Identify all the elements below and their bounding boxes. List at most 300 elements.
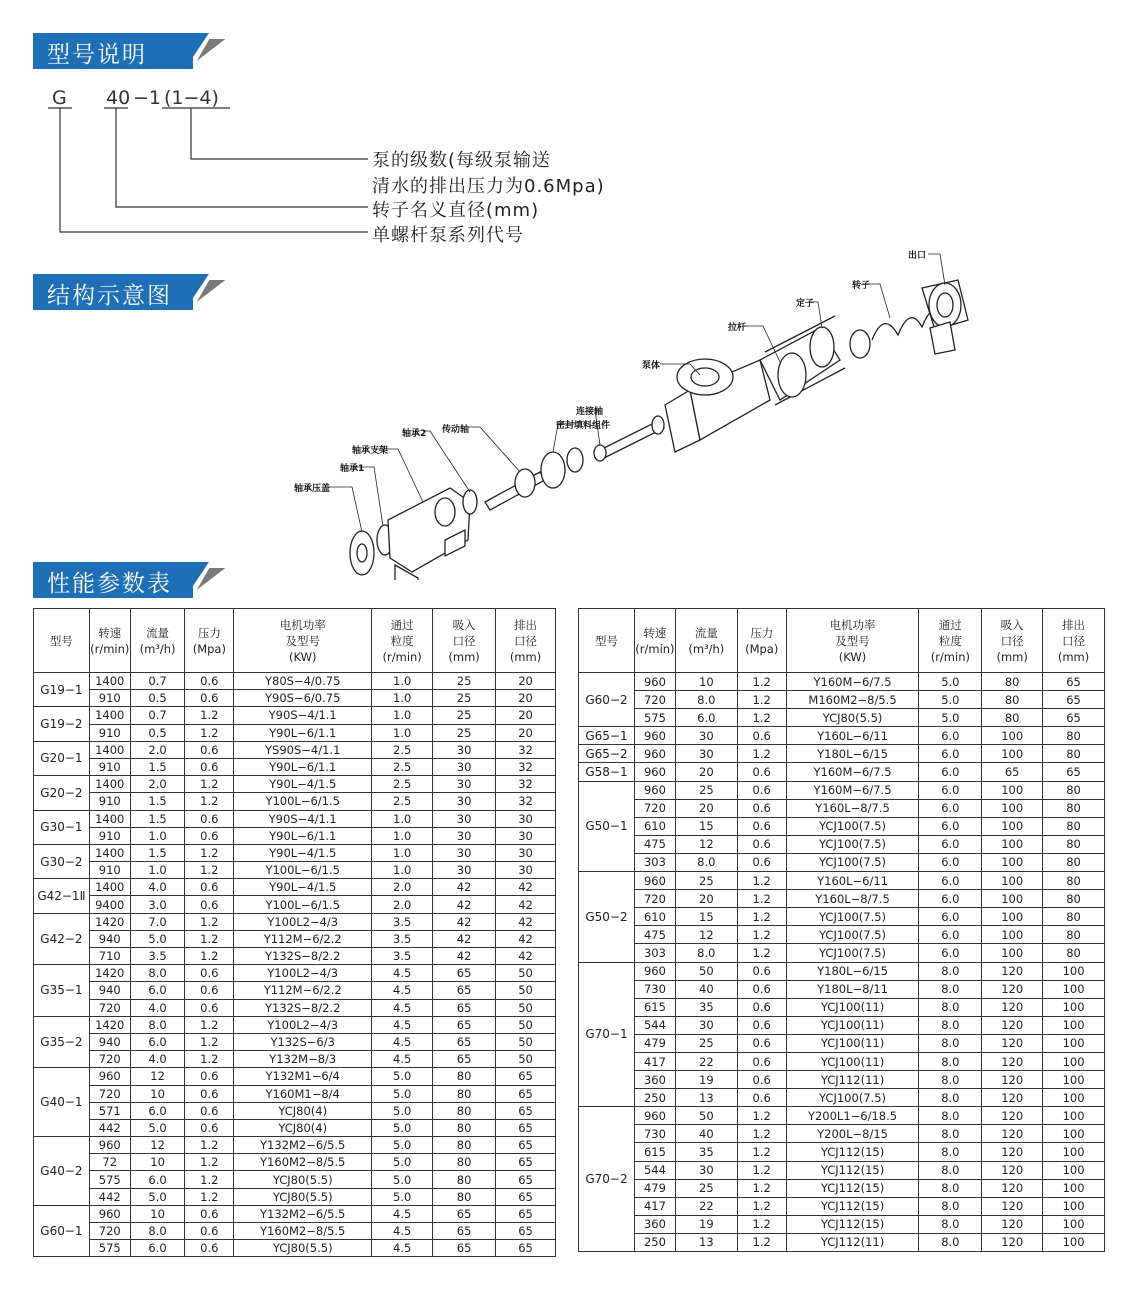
particle-cell: 8.0 bbox=[919, 1071, 982, 1089]
speed-cell: 720 bbox=[89, 999, 130, 1016]
pressure-cell: 0.6 bbox=[185, 1102, 234, 1119]
pressure-cell: 0.6 bbox=[737, 1071, 786, 1089]
discharge-cell: 32 bbox=[496, 776, 556, 793]
flow-cell: 1.5 bbox=[130, 810, 185, 827]
motor-cell: Y90L−4/1.5 bbox=[234, 844, 372, 861]
discharge-cell: 65 bbox=[1043, 673, 1105, 691]
discharge-cell: 100 bbox=[1043, 980, 1105, 998]
motor-cell: Y90S−4/1.1 bbox=[234, 707, 372, 724]
section-title: 性能参数表 bbox=[47, 571, 172, 597]
speed-cell: 720 bbox=[634, 799, 675, 817]
label-stator: 定子 bbox=[796, 299, 815, 309]
speed-cell: 910 bbox=[89, 862, 130, 879]
suction-cell: 30 bbox=[433, 810, 496, 827]
motor-cell: Y160L−6/11 bbox=[786, 872, 919, 890]
pressure-cell: 0.6 bbox=[185, 879, 234, 896]
table-row bbox=[34, 741, 556, 758]
table-header-row bbox=[579, 609, 1105, 673]
model-code-g: G bbox=[52, 87, 67, 109]
flow-cell: 8.0 bbox=[130, 965, 185, 982]
speed-cell: 710 bbox=[89, 948, 130, 965]
speed-cell: 960 bbox=[634, 962, 675, 980]
flow-cell: 20 bbox=[675, 763, 737, 781]
discharge-cell: 100 bbox=[1043, 962, 1105, 980]
motor-cell: YCJ80(5.5) bbox=[234, 1171, 372, 1188]
table-row bbox=[579, 980, 1105, 998]
speed-cell: 442 bbox=[89, 1188, 130, 1205]
model-cell: G60−1 bbox=[34, 1205, 90, 1257]
motor-cell: YCJ100(11) bbox=[786, 998, 919, 1016]
discharge-cell: 65 bbox=[496, 1068, 556, 1085]
speed-cell: 250 bbox=[634, 1089, 675, 1107]
discharge-cell: 80 bbox=[1043, 872, 1105, 890]
flow-cell: 12 bbox=[675, 835, 737, 853]
discharge-cell: 50 bbox=[496, 1051, 556, 1068]
table-row bbox=[579, 1125, 1105, 1143]
pressure-cell: 1.2 bbox=[185, 844, 234, 861]
speed-cell: 1400 bbox=[89, 776, 130, 793]
suction-cell: 100 bbox=[982, 890, 1043, 908]
flow-cell: 25 bbox=[675, 1179, 737, 1197]
section-header-performance bbox=[33, 562, 208, 598]
suction-cell: 65 bbox=[433, 999, 496, 1016]
discharge-cell: 100 bbox=[1043, 1233, 1105, 1251]
motor-cell: YCJ112(11) bbox=[786, 1233, 919, 1251]
table-row bbox=[34, 1205, 556, 1222]
particle-cell: 2.0 bbox=[372, 879, 433, 896]
suction-cell: 42 bbox=[433, 930, 496, 947]
particle-cell: 4.5 bbox=[372, 1240, 433, 1257]
flow-cell: 12 bbox=[130, 1068, 185, 1085]
flow-cell: 5.0 bbox=[130, 930, 185, 947]
table-row bbox=[34, 879, 556, 896]
pressure-cell: 1.2 bbox=[737, 1107, 786, 1125]
pressure-cell: 0.6 bbox=[737, 980, 786, 998]
table-row bbox=[34, 1137, 556, 1154]
flow-cell: 40 bbox=[675, 980, 737, 998]
flow-cell: 25 bbox=[675, 872, 737, 890]
suction-cell: 42 bbox=[433, 879, 496, 896]
flow-cell: 12 bbox=[675, 926, 737, 944]
particle-cell: 2.5 bbox=[372, 776, 433, 793]
table-row bbox=[34, 673, 556, 690]
model-cell: G60−2 bbox=[579, 673, 635, 727]
model-cell: G20−1 bbox=[34, 741, 90, 775]
suction-cell: 80 bbox=[433, 1102, 496, 1119]
motor-cell: Y90L−6/1.1 bbox=[234, 724, 372, 741]
particle-cell: 8.0 bbox=[919, 980, 982, 998]
pressure-cell: 1.2 bbox=[737, 872, 786, 890]
table-row bbox=[34, 1188, 556, 1205]
suction-cell: 120 bbox=[982, 1089, 1043, 1107]
speed-cell: 475 bbox=[634, 926, 675, 944]
speed-cell: 250 bbox=[634, 1233, 675, 1251]
particle-cell: 1.0 bbox=[372, 707, 433, 724]
speed-cell: 417 bbox=[634, 1197, 675, 1215]
flow-cell: 6.0 bbox=[130, 982, 185, 999]
suction-cell: 120 bbox=[982, 1034, 1043, 1052]
suction-cell: 120 bbox=[982, 1071, 1043, 1089]
discharge-cell: 100 bbox=[1043, 1143, 1105, 1161]
suction-cell: 30 bbox=[433, 758, 496, 775]
flow-cell: 10 bbox=[130, 1085, 185, 1102]
model-code-diameter: 40 bbox=[106, 87, 131, 109]
particle-cell: 5.0 bbox=[372, 1068, 433, 1085]
discharge-cell: 42 bbox=[496, 913, 556, 930]
table-row bbox=[34, 776, 556, 793]
speed-cell: 1400 bbox=[89, 741, 130, 758]
speed-cell: 610 bbox=[634, 908, 675, 926]
discharge-cell: 65 bbox=[496, 1137, 556, 1154]
label-drive-shaft: 传动轴 bbox=[442, 425, 470, 435]
model-cell: G19−1 bbox=[34, 673, 90, 707]
pressure-cell: 0.6 bbox=[185, 810, 234, 827]
header-flow: 流量 (m³/h) bbox=[130, 609, 185, 673]
speed-cell: 960 bbox=[89, 1205, 130, 1222]
particle-cell: 8.0 bbox=[919, 1016, 982, 1034]
table-row bbox=[579, 1107, 1105, 1125]
discharge-cell: 80 bbox=[1043, 817, 1105, 835]
suction-cell: 100 bbox=[982, 853, 1043, 871]
discharge-cell: 80 bbox=[1043, 853, 1105, 871]
pressure-cell: 0.6 bbox=[185, 999, 234, 1016]
suction-cell: 42 bbox=[433, 913, 496, 930]
flow-cell: 35 bbox=[675, 998, 737, 1016]
table-row bbox=[34, 827, 556, 844]
suction-cell: 100 bbox=[982, 835, 1043, 853]
flow-cell: 1.5 bbox=[130, 758, 185, 775]
header-model: 型号 bbox=[34, 609, 90, 673]
discharge-cell: 30 bbox=[496, 862, 556, 879]
flow-cell: 30 bbox=[675, 1161, 737, 1179]
flow-cell: 3.5 bbox=[130, 948, 185, 965]
speed-cell: 72 bbox=[89, 1154, 130, 1171]
flow-cell: 8.0 bbox=[675, 944, 737, 962]
pressure-cell: 0.6 bbox=[185, 896, 234, 913]
motor-cell: Y100L−6/1.5 bbox=[234, 896, 372, 913]
particle-cell: 2.0 bbox=[372, 896, 433, 913]
discharge-cell: 30 bbox=[496, 810, 556, 827]
discharge-cell: 42 bbox=[496, 948, 556, 965]
suction-cell: 100 bbox=[982, 926, 1043, 944]
particle-cell: 8.0 bbox=[919, 1125, 982, 1143]
table-row bbox=[579, 962, 1105, 980]
table-row bbox=[579, 1034, 1105, 1052]
suction-cell: 100 bbox=[982, 727, 1043, 745]
particle-cell: 2.5 bbox=[372, 758, 433, 775]
motor-cell: Y112M−6/2.2 bbox=[234, 930, 372, 947]
particle-cell: 8.0 bbox=[919, 1197, 982, 1215]
flow-cell: 25 bbox=[675, 781, 737, 799]
speed-cell: 960 bbox=[634, 1107, 675, 1125]
model-cell: G42−2 bbox=[34, 913, 90, 965]
discharge-cell: 20 bbox=[496, 707, 556, 724]
pressure-cell: 1.2 bbox=[185, 793, 234, 810]
suction-cell: 120 bbox=[982, 1125, 1043, 1143]
table-row bbox=[34, 896, 556, 913]
table-row bbox=[34, 1068, 556, 1085]
table-row bbox=[579, 1052, 1105, 1070]
motor-cell: Y180L−6/15 bbox=[786, 962, 919, 980]
motor-cell: Y90L−6/1.1 bbox=[234, 758, 372, 775]
table-row bbox=[579, 944, 1105, 962]
particle-cell: 8.0 bbox=[919, 1034, 982, 1052]
motor-cell: Y160M−6/7.5 bbox=[786, 763, 919, 781]
table-row bbox=[34, 707, 556, 724]
motor-cell: Y200L1−6/18.5 bbox=[786, 1107, 919, 1125]
flow-cell: 22 bbox=[675, 1052, 737, 1070]
motor-cell: Y160L−8/7.5 bbox=[786, 890, 919, 908]
speed-cell: 960 bbox=[89, 1068, 130, 1085]
pressure-cell: 1.2 bbox=[737, 1179, 786, 1197]
discharge-cell: 65 bbox=[1043, 709, 1105, 727]
motor-cell: YCJ100(11) bbox=[786, 1052, 919, 1070]
discharge-cell: 30 bbox=[496, 827, 556, 844]
motor-cell: Y180L−8/11 bbox=[786, 980, 919, 998]
motor-cell: YCJ100(7.5) bbox=[786, 853, 919, 871]
flow-cell: 6.0 bbox=[130, 1171, 185, 1188]
label-bearing-bracket: 轴承支架 bbox=[352, 446, 389, 456]
flow-cell: 7.0 bbox=[130, 913, 185, 930]
suction-cell: 30 bbox=[433, 827, 496, 844]
model-cell: G40−1 bbox=[34, 1068, 90, 1137]
particle-cell: 3.5 bbox=[372, 948, 433, 965]
flow-cell: 8.0 bbox=[675, 691, 737, 709]
suction-cell: 100 bbox=[982, 872, 1043, 890]
suction-cell: 65 bbox=[433, 965, 496, 982]
suction-cell: 100 bbox=[982, 944, 1043, 962]
flow-cell: 4.0 bbox=[130, 1051, 185, 1068]
discharge-cell: 80 bbox=[1043, 799, 1105, 817]
particle-cell: 1.0 bbox=[372, 673, 433, 690]
flow-cell: 6.0 bbox=[130, 1033, 185, 1050]
speed-cell: 960 bbox=[634, 763, 675, 781]
discharge-cell: 100 bbox=[1043, 1052, 1105, 1070]
particle-cell: 6.0 bbox=[919, 727, 982, 745]
particle-cell: 8.0 bbox=[919, 962, 982, 980]
speed-cell: 1400 bbox=[89, 707, 130, 724]
speed-cell: 960 bbox=[634, 781, 675, 799]
performance-table-left bbox=[33, 608, 556, 1257]
table-row bbox=[579, 872, 1105, 890]
speed-cell: 544 bbox=[634, 1161, 675, 1179]
speed-cell: 910 bbox=[89, 758, 130, 775]
particle-cell: 4.5 bbox=[372, 999, 433, 1016]
discharge-cell: 100 bbox=[1043, 1215, 1105, 1233]
flow-cell: 6.0 bbox=[130, 1102, 185, 1119]
model-cell: G50−1 bbox=[579, 781, 635, 871]
pressure-cell: 1.2 bbox=[737, 709, 786, 727]
pressure-cell: 1.2 bbox=[185, 1154, 234, 1171]
table-row bbox=[579, 817, 1105, 835]
motor-cell: Y160M2−8/5.5 bbox=[234, 1154, 372, 1171]
discharge-cell: 100 bbox=[1043, 1034, 1105, 1052]
header-particle: 通过 粒度 (r/min) bbox=[372, 609, 433, 673]
label-bearing1: 轴承1 bbox=[340, 464, 365, 474]
pressure-cell: 0.6 bbox=[737, 962, 786, 980]
particle-cell: 2.5 bbox=[372, 793, 433, 810]
suction-cell: 80 bbox=[433, 1119, 496, 1136]
flow-cell: 1.5 bbox=[130, 793, 185, 810]
motor-cell: Y160M2−8/5.5 bbox=[234, 1223, 372, 1240]
speed-cell: 610 bbox=[634, 817, 675, 835]
discharge-cell: 80 bbox=[1043, 908, 1105, 926]
pressure-cell: 1.2 bbox=[737, 1233, 786, 1251]
suction-cell: 80 bbox=[982, 673, 1043, 691]
speed-cell: 575 bbox=[89, 1240, 130, 1257]
header-suction: 吸入 口径 (mm) bbox=[433, 609, 496, 673]
discharge-cell: 100 bbox=[1043, 1125, 1105, 1143]
speed-cell: 544 bbox=[634, 1016, 675, 1034]
table-header-row bbox=[34, 609, 556, 673]
label-seal-packing: 密封填料组件 bbox=[556, 421, 611, 431]
pressure-cell: 1.2 bbox=[185, 862, 234, 879]
table-row bbox=[579, 890, 1105, 908]
particle-cell: 8.0 bbox=[919, 1161, 982, 1179]
particle-cell: 5.0 bbox=[919, 673, 982, 691]
pressure-cell: 0.6 bbox=[737, 998, 786, 1016]
pressure-cell: 0.6 bbox=[185, 673, 234, 690]
particle-cell: 4.5 bbox=[372, 982, 433, 999]
model-cell: G65−2 bbox=[579, 745, 635, 763]
particle-cell: 4.5 bbox=[372, 1033, 433, 1050]
speed-cell: 940 bbox=[89, 1033, 130, 1050]
discharge-cell: 80 bbox=[1043, 835, 1105, 853]
pressure-cell: 1.2 bbox=[185, 776, 234, 793]
motor-cell: Y200L−8/15 bbox=[786, 1125, 919, 1143]
particle-cell: 6.0 bbox=[919, 817, 982, 835]
particle-cell: 3.5 bbox=[372, 930, 433, 947]
flow-cell: 4.0 bbox=[130, 879, 185, 896]
pressure-cell: 1.2 bbox=[737, 926, 786, 944]
particle-cell: 5.0 bbox=[372, 1085, 433, 1102]
discharge-cell: 65 bbox=[496, 1085, 556, 1102]
flow-cell: 10 bbox=[675, 673, 737, 691]
discharge-cell: 80 bbox=[1043, 944, 1105, 962]
motor-cell: Y100L2−4/3 bbox=[234, 965, 372, 982]
header-flow: 流量 (m³/h) bbox=[675, 609, 737, 673]
flow-cell: 15 bbox=[675, 817, 737, 835]
pressure-cell: 0.6 bbox=[185, 1223, 234, 1240]
flow-cell: 2.0 bbox=[130, 741, 185, 758]
suction-cell: 80 bbox=[982, 691, 1043, 709]
speed-cell: 303 bbox=[634, 853, 675, 871]
motor-cell: Y180L−6/15 bbox=[786, 745, 919, 763]
flow-cell: 30 bbox=[675, 727, 737, 745]
model-code-dash: −1 bbox=[133, 87, 162, 109]
motor-cell: Y132S−8/2.2 bbox=[234, 948, 372, 965]
pressure-cell: 1.2 bbox=[737, 944, 786, 962]
speed-cell: 1420 bbox=[89, 913, 130, 930]
discharge-cell: 80 bbox=[1043, 745, 1105, 763]
suction-cell: 120 bbox=[982, 1197, 1043, 1215]
speed-cell: 960 bbox=[634, 673, 675, 691]
motor-cell: Y100L−6/1.5 bbox=[234, 862, 372, 879]
suction-cell: 120 bbox=[982, 1161, 1043, 1179]
motor-cell: Y132M−8/3 bbox=[234, 1051, 372, 1068]
flow-cell: 20 bbox=[675, 799, 737, 817]
particle-cell: 1.0 bbox=[372, 724, 433, 741]
discharge-cell: 65 bbox=[496, 1154, 556, 1171]
speed-cell: 575 bbox=[89, 1171, 130, 1188]
speed-cell: 910 bbox=[89, 827, 130, 844]
flow-cell: 6.0 bbox=[130, 1240, 185, 1257]
pressure-cell: 1.2 bbox=[737, 691, 786, 709]
flow-cell: 8.0 bbox=[675, 853, 737, 871]
pressure-cell: 1.2 bbox=[737, 1197, 786, 1215]
motor-cell: Y160M1−8/4 bbox=[234, 1085, 372, 1102]
pressure-cell: 0.6 bbox=[737, 1052, 786, 1070]
pressure-cell: 0.6 bbox=[185, 1119, 234, 1136]
motor-cell: Y160M−6/7.5 bbox=[786, 673, 919, 691]
pressure-cell: 0.6 bbox=[737, 799, 786, 817]
label-tie-rod: 拉杆 bbox=[728, 323, 747, 333]
motor-cell: Y90L−4/1.5 bbox=[234, 879, 372, 896]
discharge-cell: 50 bbox=[496, 1033, 556, 1050]
suction-cell: 30 bbox=[433, 862, 496, 879]
motor-cell: YCJ112(15) bbox=[786, 1179, 919, 1197]
discharge-cell: 80 bbox=[1043, 926, 1105, 944]
table-row bbox=[579, 1071, 1105, 1089]
flow-cell: 8.0 bbox=[130, 1223, 185, 1240]
table-row bbox=[34, 1223, 556, 1240]
model-cell: G70−2 bbox=[579, 1107, 635, 1252]
suction-cell: 100 bbox=[982, 781, 1043, 799]
motor-cell: Y160L−6/11 bbox=[786, 727, 919, 745]
speed-cell: 1420 bbox=[89, 1016, 130, 1033]
discharge-cell: 100 bbox=[1043, 1179, 1105, 1197]
particle-cell: 6.0 bbox=[919, 835, 982, 853]
particle-cell: 6.0 bbox=[919, 890, 982, 908]
flow-cell: 50 bbox=[675, 1107, 737, 1125]
speed-cell: 910 bbox=[89, 690, 130, 707]
header-pressure: 压力 (Mpa) bbox=[737, 609, 786, 673]
particle-cell: 1.0 bbox=[372, 690, 433, 707]
table-row bbox=[579, 709, 1105, 727]
flow-cell: 0.5 bbox=[130, 724, 185, 741]
flow-cell: 50 bbox=[675, 962, 737, 980]
particle-cell: 2.5 bbox=[372, 741, 433, 758]
motor-cell: Y112M−6/2.2 bbox=[234, 982, 372, 999]
model-cell: G65−1 bbox=[579, 727, 635, 745]
suction-cell: 100 bbox=[982, 745, 1043, 763]
pressure-cell: 0.6 bbox=[185, 741, 234, 758]
header-suction: 吸入 口径 (mm) bbox=[982, 609, 1043, 673]
pressure-cell: 0.6 bbox=[185, 1068, 234, 1085]
flow-cell: 6.0 bbox=[675, 709, 737, 727]
table-row bbox=[34, 965, 556, 982]
particle-cell: 8.0 bbox=[919, 1215, 982, 1233]
suction-cell: 120 bbox=[982, 1179, 1043, 1197]
model-cell: G40−2 bbox=[34, 1137, 90, 1206]
pressure-cell: 1.2 bbox=[185, 913, 234, 930]
speed-cell: 1420 bbox=[89, 965, 130, 982]
pressure-cell: 1.2 bbox=[737, 908, 786, 926]
pressure-cell: 0.6 bbox=[737, 763, 786, 781]
motor-cell: Y132M2−6/5.5 bbox=[234, 1137, 372, 1154]
suction-cell: 120 bbox=[982, 980, 1043, 998]
label-rotor: 转子 bbox=[852, 281, 871, 291]
motor-cell: YS90S−4/1.1 bbox=[234, 741, 372, 758]
pressure-cell: 0.6 bbox=[737, 817, 786, 835]
flow-cell: 5.0 bbox=[130, 1188, 185, 1205]
discharge-cell: 32 bbox=[496, 758, 556, 775]
suction-cell: 120 bbox=[982, 1107, 1043, 1125]
discharge-cell: 20 bbox=[496, 724, 556, 741]
table-row bbox=[34, 1154, 556, 1171]
flow-cell: 1.0 bbox=[130, 862, 185, 879]
speed-cell: 720 bbox=[634, 890, 675, 908]
